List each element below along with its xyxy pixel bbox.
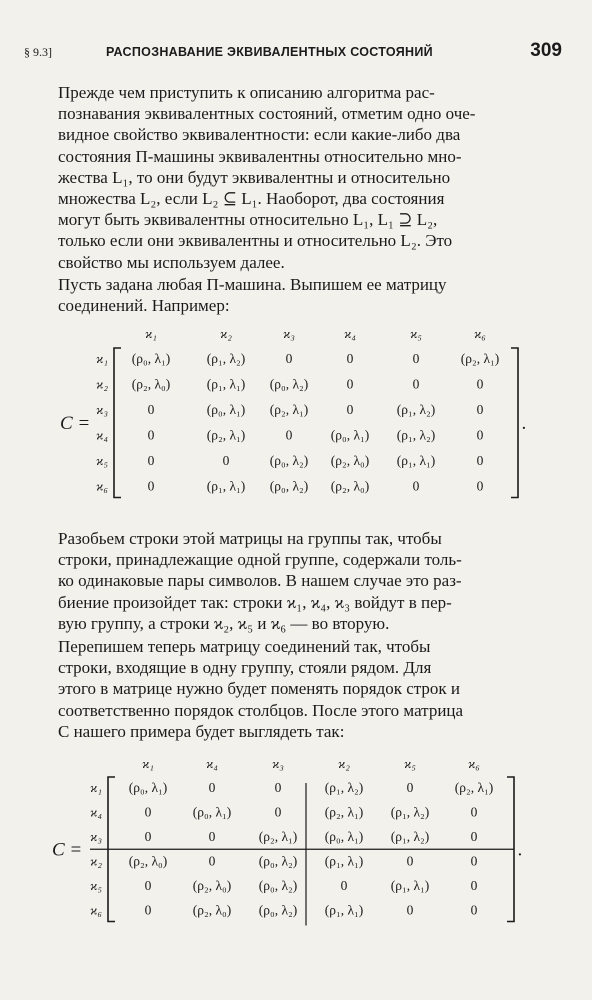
column-label: ϰ₆ [468,756,480,771]
matrix-cell: (ρ₂, λ₁) [454,780,494,795]
matrix-cell: (ρ₁, λ₁) [396,453,436,468]
paragraph-reordering [58,636,566,742]
row-label: ϰ₁ [90,780,102,795]
matrix-cell: 0 [147,453,155,468]
matrix-cell: (ρ₀, λ₁) [131,351,171,366]
matrix-cell: 0 [274,804,282,820]
matrix-cell: (ρ₂, λ₀) [131,376,171,392]
row-label: ϰ₁ [96,351,108,366]
matrix-cell: 0 [470,878,478,893]
left-bracket [114,348,121,498]
text-line: Разобьем строки этой матрицы на группы так, чтобы [58,529,442,548]
text-line: строки, входящие в одну группу, стояли рядом. Для [58,658,432,678]
matrix-cell: 0 [346,402,354,417]
matrix-cell: 0 [476,478,484,494]
matrix-cell: (ρ₁, λ₁) [324,902,364,918]
text-line: состояния Π-машины эквивалентны относительно мно- [58,146,462,166]
text-line: этого в матрице нужно будет поменять порядок строк и [58,679,461,699]
matrix-cell: 0 [470,804,478,820]
matrix-cell: (ρ₂, λ₁) [206,427,246,443]
trailing-period: . [518,839,523,861]
matrix-cell: (ρ₀, λ₂) [269,453,309,468]
text-line: множества L₂, если L₂ ⊆ L₁. Наоборот, два состояния [58,189,445,209]
text-line: соединений. Например: [58,296,230,316]
matrix-cell: 0 [476,402,484,417]
row-label: ϰ₅ [90,878,102,893]
matrix-cell: 0 [476,376,484,392]
text-line: свойство мы используем далее. [58,252,285,272]
matrix-cell: (ρ₀, λ₁) [206,402,246,417]
matrix-cell: (ρ₀, λ₂) [269,376,309,392]
matrix-cell: (ρ₁, λ₂) [390,829,430,844]
trailing-period: . [522,412,527,434]
matrix-cell: 0 [147,478,155,494]
paragraph-equivalence-property [58,82,566,273]
matrix-cell: (ρ₂, λ₁) [460,351,500,366]
column-label: ϰ₅ [410,326,422,341]
matrix-cell: (ρ₂, λ₀) [128,853,168,869]
matrix-cell: 0 [144,829,152,844]
column-label: ϰ₂ [338,756,350,771]
matrix-original-svg [52,322,552,502]
text-line: познавания эквивалентных состояний, отметим одно оче- [58,104,476,124]
matrix-cell: 0 [274,780,282,795]
matrix-cell: (ρ₀, λ₂) [269,478,309,494]
matrix-cell: 0 [144,878,152,893]
section-number: § 9.3] [24,45,52,59]
text-line: C нашего примера будет выглядеть так: [58,721,345,741]
text-line: Перепишем теперь матрицу соединений так, чтобы [58,637,431,656]
matrix-cell: 0 [285,427,293,443]
row-label: ϰ₂ [96,376,108,392]
row-label: ϰ₅ [96,453,108,468]
matrix-cell: (ρ₁, λ₁) [324,853,364,869]
matrix-cell: (ρ₁, λ₁) [390,878,430,893]
text-line: биение произойдет так: строки ϰ₁, ϰ₄, ϰ₃ войдут в пер- [58,592,452,612]
matrix-cell: 0 [476,427,484,443]
matrix-cell: 0 [346,376,354,392]
matrix-cell: 0 [346,351,354,366]
matrix-cell: 0 [406,902,414,918]
column-label: ϰ₄ [206,756,218,771]
text-line: жества L₁, то они будут эквивалентны и относительно [58,167,451,187]
row-label: ϰ₆ [90,902,102,918]
column-label: ϰ₆ [474,326,486,341]
matrix-cell: (ρ₂, λ₀) [330,453,370,468]
matrix-cell: 0 [144,804,152,820]
matrix-cell: (ρ₀, λ₁) [192,804,232,820]
running-header [24,40,562,64]
column-label: ϰ₃ [283,326,295,341]
matrix-cell: (ρ₂, λ₁) [258,829,298,844]
chapter-title: РАСПОЗНАВАНИЕ ЭКВИВАЛЕНТНЫХ СОСТОЯНИЙ [106,45,433,59]
page-number: 309 [530,40,562,61]
row-label: ϰ₆ [96,478,108,494]
row-label: ϰ₄ [90,804,102,820]
matrix-cell: (ρ₀, λ₂) [258,853,298,869]
connection-matrix-reordered [52,748,552,938]
matrix-symbol: C = [60,412,91,434]
text-line: могут быть эквивалентны относительно L₁, L₁ ⊇ L₂, [58,210,438,230]
text-line: соответственно порядок столбцов. После этого матрица [58,700,464,720]
matrix-cell: (ρ₂, λ₁) [324,804,364,820]
matrix-cell: (ρ₁, λ₂) [390,804,430,820]
text-line: строки, принадлежащие одной группе, содержали толь- [58,550,462,570]
matrix-cell: (ρ₂, λ₀) [192,902,232,918]
matrix-cell: (ρ₁, λ₂) [206,351,246,366]
right-bracket [511,348,518,498]
matrix-cell: (ρ₁, λ₁) [206,478,246,494]
matrix-cell: 0 [406,853,414,869]
row-label: ϰ₃ [90,829,102,844]
column-label: ϰ₅ [404,756,416,771]
text-line: ко одинаковые пары символов. В нашем случае это раз- [58,571,462,591]
matrix-cell: 0 [208,853,216,869]
row-label: ϰ₄ [96,427,108,443]
column-label: ϰ₁ [145,326,157,341]
matrix-cell: (ρ₀, λ₁) [330,427,370,443]
matrix-cell: 0 [406,780,414,795]
matrix-cell: 0 [208,780,216,795]
matrix-cell: (ρ₀, λ₂) [258,902,298,918]
text-line: видное свойство эквивалентности: если какие-либо два [58,125,461,145]
column-label: ϰ₃ [272,756,284,771]
matrix-cell: 0 [412,376,420,392]
matrix-cell: 0 [412,351,420,366]
matrix-cell: (ρ₁, λ₂) [324,780,364,795]
matrix-symbol: C = [52,839,83,861]
connection-matrix-original [52,322,552,502]
matrix-reordered-svg [52,748,552,938]
column-label: ϰ₂ [220,326,232,341]
matrix-cell: (ρ₂, λ₀) [330,478,370,494]
matrix-cell: (ρ₂, λ₀) [192,878,232,893]
paragraph-connection-matrix-intro [58,274,566,316]
text-line: Прежде чем приступить к описанию алгоритма рас- [58,83,435,102]
row-label: ϰ₂ [90,853,102,869]
matrix-cell: 0 [476,453,484,468]
matrix-cell: 0 [412,478,420,494]
matrix-cell: 0 [147,402,155,417]
column-label: ϰ₄ [344,326,356,341]
matrix-cell: (ρ₀, λ₁) [128,780,168,795]
paragraph-row-grouping [58,528,566,634]
matrix-cell: (ρ₀, λ₁) [324,829,364,844]
column-label: ϰ₁ [142,756,154,771]
matrix-cell: (ρ₁, λ₂) [396,402,436,417]
matrix-cell: 0 [222,453,230,468]
text-line: вую группу, а строки ϰ₂, ϰ₅ и ϰ₆ — во вторую. [58,613,390,633]
matrix-cell: 0 [470,829,478,844]
text-line: Пусть задана любая Π-машина. Выпишем ее матрицу [58,275,447,294]
matrix-cell: 0 [147,427,155,443]
matrix-cell: (ρ₁, λ₁) [206,376,246,392]
matrix-cell: (ρ₂, λ₁) [269,402,309,417]
matrix-cell: (ρ₁, λ₂) [396,427,436,443]
matrix-cell: 0 [144,902,152,918]
row-label: ϰ₃ [96,402,108,417]
text-line: только если они эквивалентны и относительно L₂. Это [58,231,453,251]
matrix-cell: 0 [470,853,478,869]
matrix-cell: 0 [470,902,478,918]
matrix-cell: 0 [285,351,293,366]
matrix-cell: (ρ₀, λ₂) [258,878,298,893]
matrix-cell: 0 [340,878,348,893]
matrix-cell: 0 [208,829,216,844]
